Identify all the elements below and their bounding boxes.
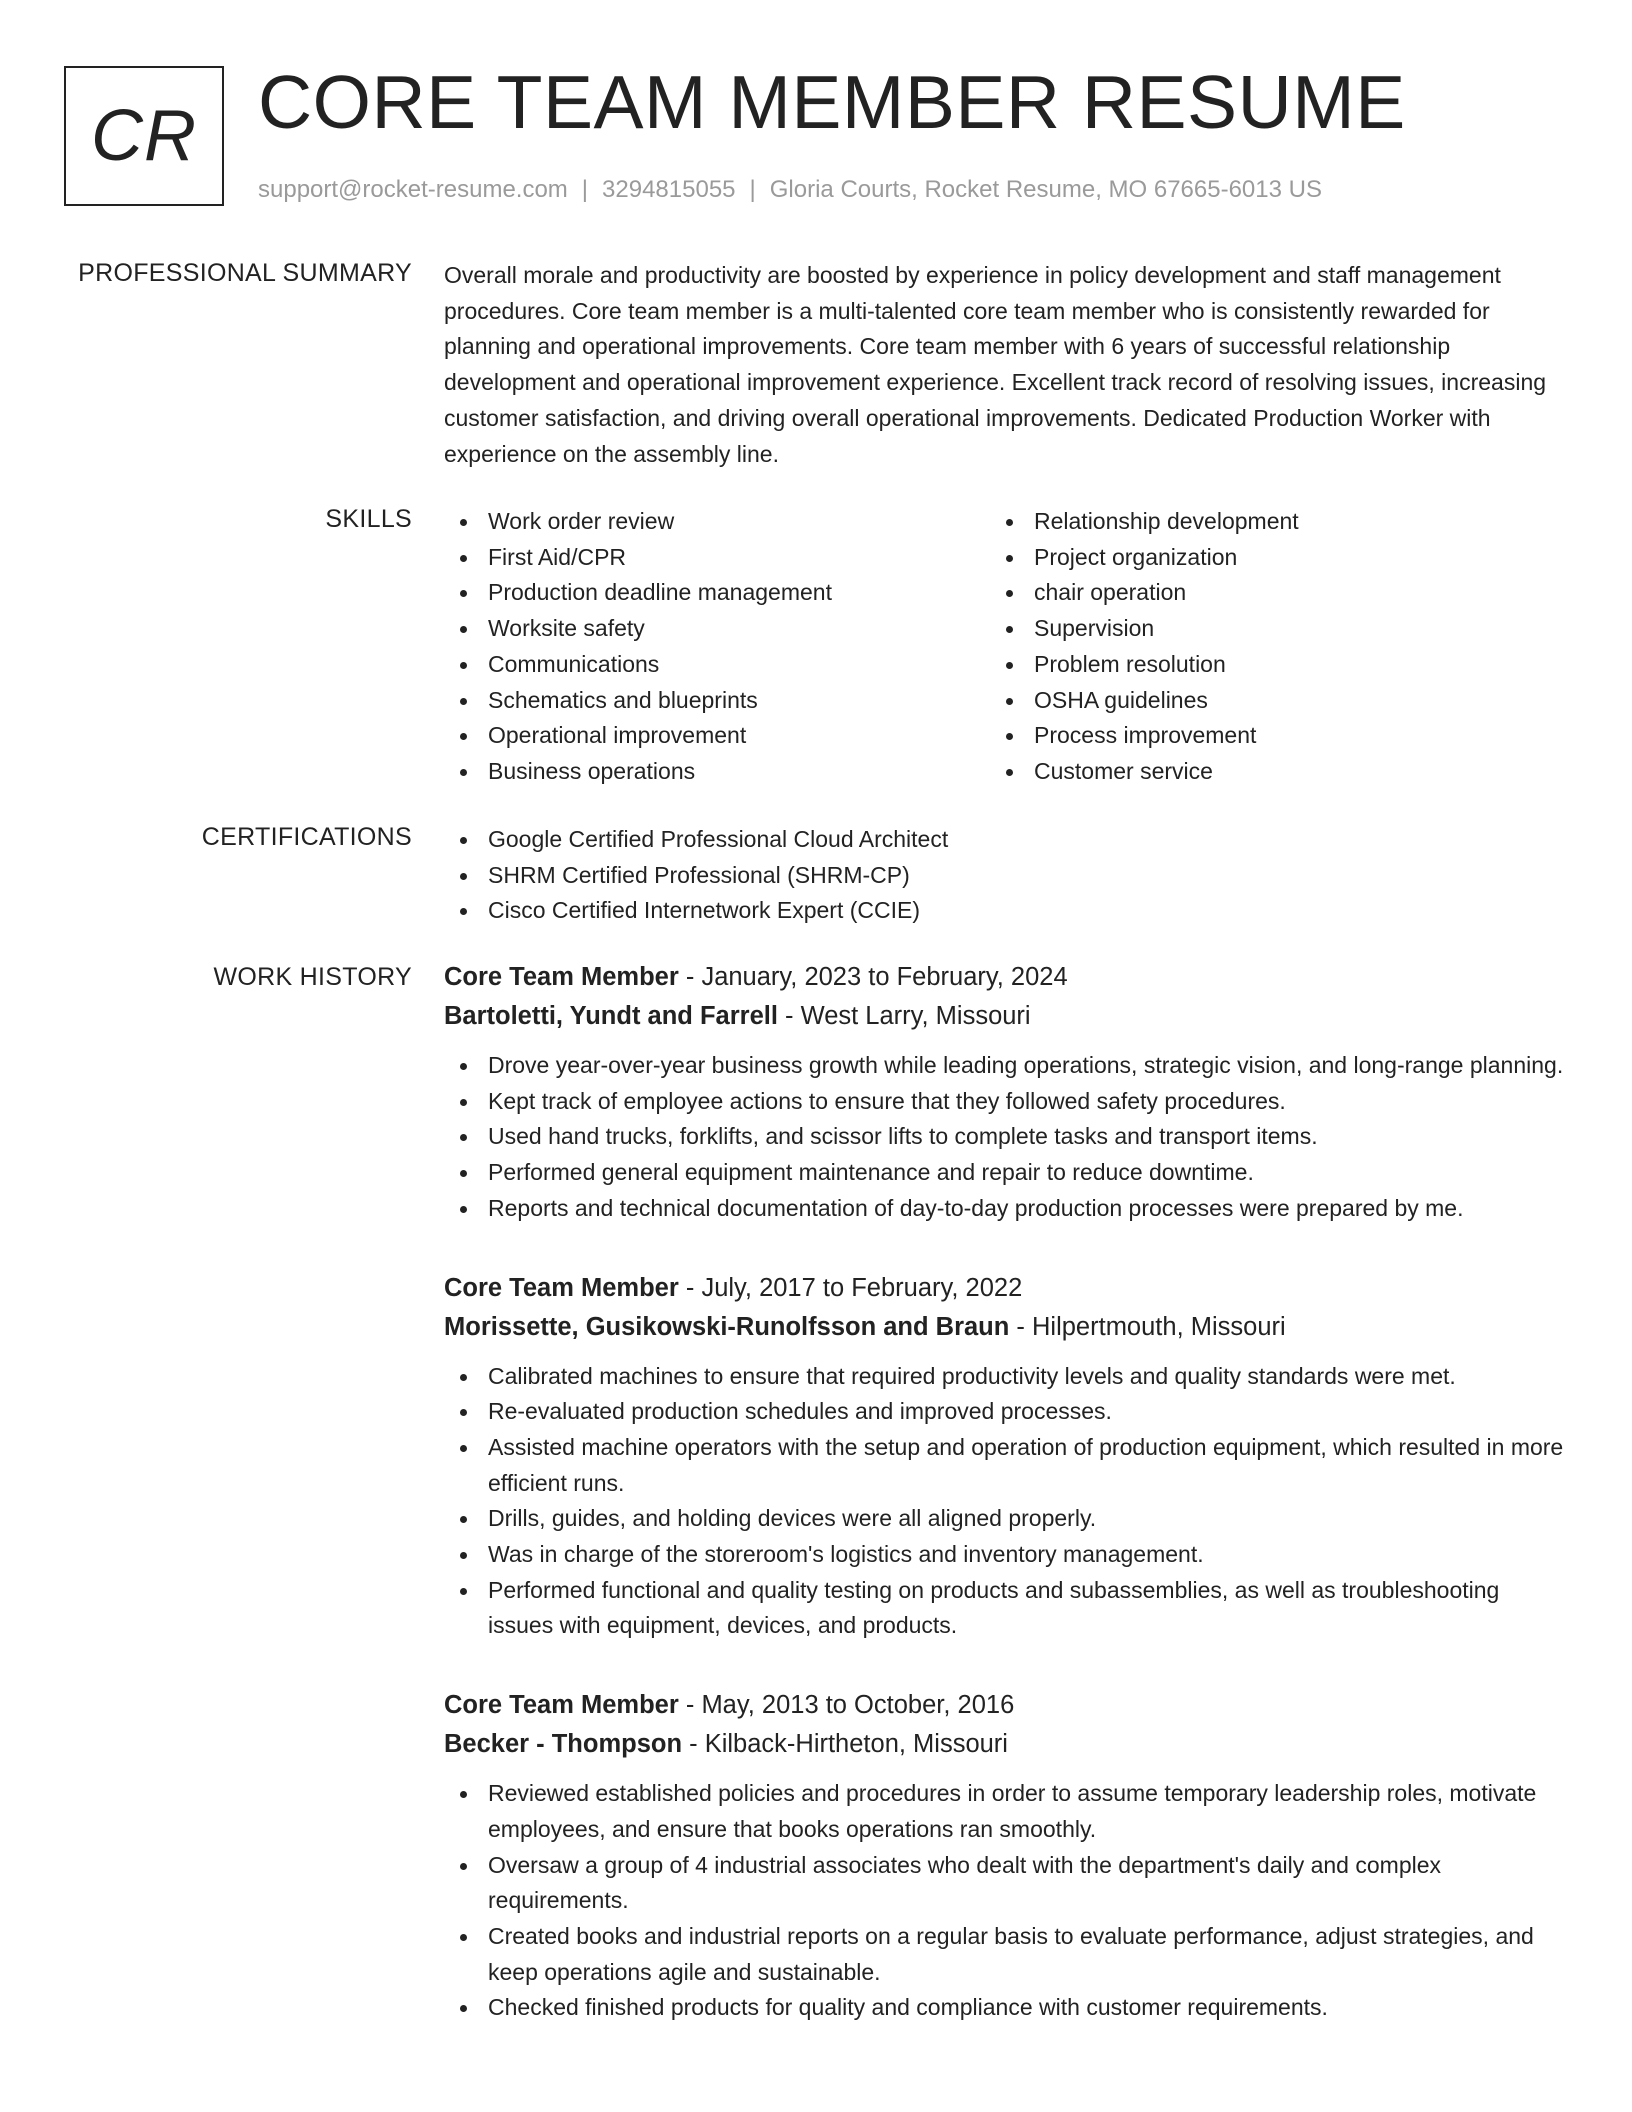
job-company-line [444,1725,1564,1764]
skill-item: Worksite safety [444,611,990,647]
job-dates: - January, 2023 to February, 2024 [678,963,1068,991]
job-company: Bartoletti, Yundt and Farrell [444,1002,778,1030]
job-company-line [444,1308,1564,1347]
job-bullet: Kept track of employee actions to ensure that they followed safety procedures. [444,1084,1564,1120]
job-company-line [444,997,1564,1036]
job-title-line [444,958,1564,997]
job-title-line [444,1269,1564,1308]
job-title: Core Team Member [444,963,679,991]
job-location: - Hilpertmouth, Missouri [1009,1312,1286,1341]
job-bullets [444,1359,1564,1645]
certifications-body [444,822,1564,929]
skill-item: Operational improvement [444,718,990,754]
contact-phone: 3294815055 [602,176,736,203]
summary-body [444,258,1564,472]
certification-item: SHRM Certified Professional (SHRM-CP) [444,858,1564,894]
contact-line [258,175,1322,205]
monogram-box [64,66,224,206]
skill-item: Project organization [990,540,1536,576]
skill-item: Work order review [444,504,990,540]
skill-item: Process improvement [990,718,1536,754]
contact-separator: | [749,176,756,203]
summary-text: Overall morale and productivity are boosted by experience in policy development and staff management procedures. Core team member is a multi-talented core team member who is consistently rewarded for planning and operational improvements. Core team member with 6 years of successful relationship development and operational improvement experience. Excellent track record of resolving issues, increasing customer satisfaction, and driving overall operational improvements. Dedicated Production Worker with experience on the assembly line. [444,262,1547,467]
skill-item: Relationship development [990,504,1536,540]
certifications-list [444,822,1564,929]
job-dates: - May, 2013 to October, 2016 [678,1691,1015,1720]
work-history-heading: WORK HISTORY [213,963,412,991]
monogram-initials: CR [91,96,197,176]
job-bullet: Checked finished products for quality and compliance with customer requirements. [444,1990,1564,2026]
job-entry [444,1686,1564,2026]
job-bullet: Oversaw a group of 4 industrial associates who dealt with the department's daily and complex requirements. [444,1848,1564,1919]
job-bullet: Re-evaluated production schedules and improved processes. [444,1394,1564,1430]
job-title: Core Team Member [444,1691,679,1720]
skill-item: chair operation [990,575,1536,611]
certifications-heading: CERTIFICATIONS [201,823,412,851]
job-bullet: Reports and technical documentation of day-to-day production processes were prepared by me. [444,1191,1564,1227]
job-bullet: Calibrated machines to ensure that required productivity levels and quality standards were met. [444,1359,1564,1395]
contact-address: Gloria Courts, Rocket Resume, MO 67665-6013 US [769,176,1322,203]
skill-item: OSHA guidelines [990,683,1536,719]
skill-item: Schematics and blueprints [444,683,990,719]
skill-item: Problem resolution [990,647,1536,683]
job-location: - West Larry, Missouri [777,1002,1031,1030]
job-bullet: Performed general equipment maintenance and repair to reduce downtime. [444,1155,1564,1191]
skill-item: Production deadline management [444,575,990,611]
job-bullet: Reviewed established policies and procedures in order to assume temporary leadership roles, motivate employees, and ensure that books operations ran smoothly. [444,1776,1564,1847]
contact-email: support@rocket-resume.com [258,176,568,203]
job-title: Core Team Member [444,1273,679,1302]
job-bullet: Performed functional and quality testing on products and subassemblies, as well as troubleshooting issues with equipment, devices, and products. [444,1573,1564,1644]
contact-separator: | [581,176,589,203]
skills-list-right [990,504,1536,790]
certification-item: Cisco Certified Internetwork Expert (CCIE) [444,893,1564,929]
job-title-line [444,1686,1564,1725]
resume-title: CORE TEAM MEMBER RESUME [258,60,1406,144]
job-company: Becker - Thompson [444,1730,683,1759]
job-dates: - July, 2017 to February, 2022 [678,1273,1023,1302]
skills-heading: SKILLS [325,505,412,533]
job-entry [444,958,1564,1227]
skill-item: Customer service [990,754,1536,790]
job-company: Morissette, Gusikowski-Runolfsson and Braun [444,1312,1010,1341]
skills-body [444,504,1564,790]
job-bullets [444,1048,1564,1227]
job-bullets [444,1776,1564,2026]
work-history-body [444,958,1564,2068]
job-bullet: Drills, guides, and holding devices were all aligned properly. [444,1501,1564,1537]
job-bullet: Assisted machine operators with the setup and operation of production equipment, which resulted in more efficient runs. [444,1430,1564,1501]
skill-item: First Aid/CPR [444,540,990,576]
job-bullet: Created books and industrial reports on a regular basis to evaluate performance, adjust strategies, and keep operations agile and sustainable. [444,1919,1564,1990]
job-location: - Kilback-Hirtheton, Missouri [682,1730,1008,1759]
job-bullet: Used hand trucks, forklifts, and scissor lifts to complete tasks and transport items. [444,1119,1564,1155]
certification-item: Google Certified Professional Cloud Architect [444,822,1564,858]
job-entry [444,1269,1564,1645]
skill-item: Communications [444,647,990,683]
job-bullet: Drove year-over-year business growth while leading operations, strategic vision, and long-range planning. [444,1048,1564,1084]
skill-item: Supervision [990,611,1536,647]
skill-item: Business operations [444,754,990,790]
skills-list-left [444,504,990,790]
summary-heading: PROFESSIONAL SUMMARY [78,259,412,287]
job-bullet: Was in charge of the storeroom's logistics and inventory management. [444,1537,1564,1573]
